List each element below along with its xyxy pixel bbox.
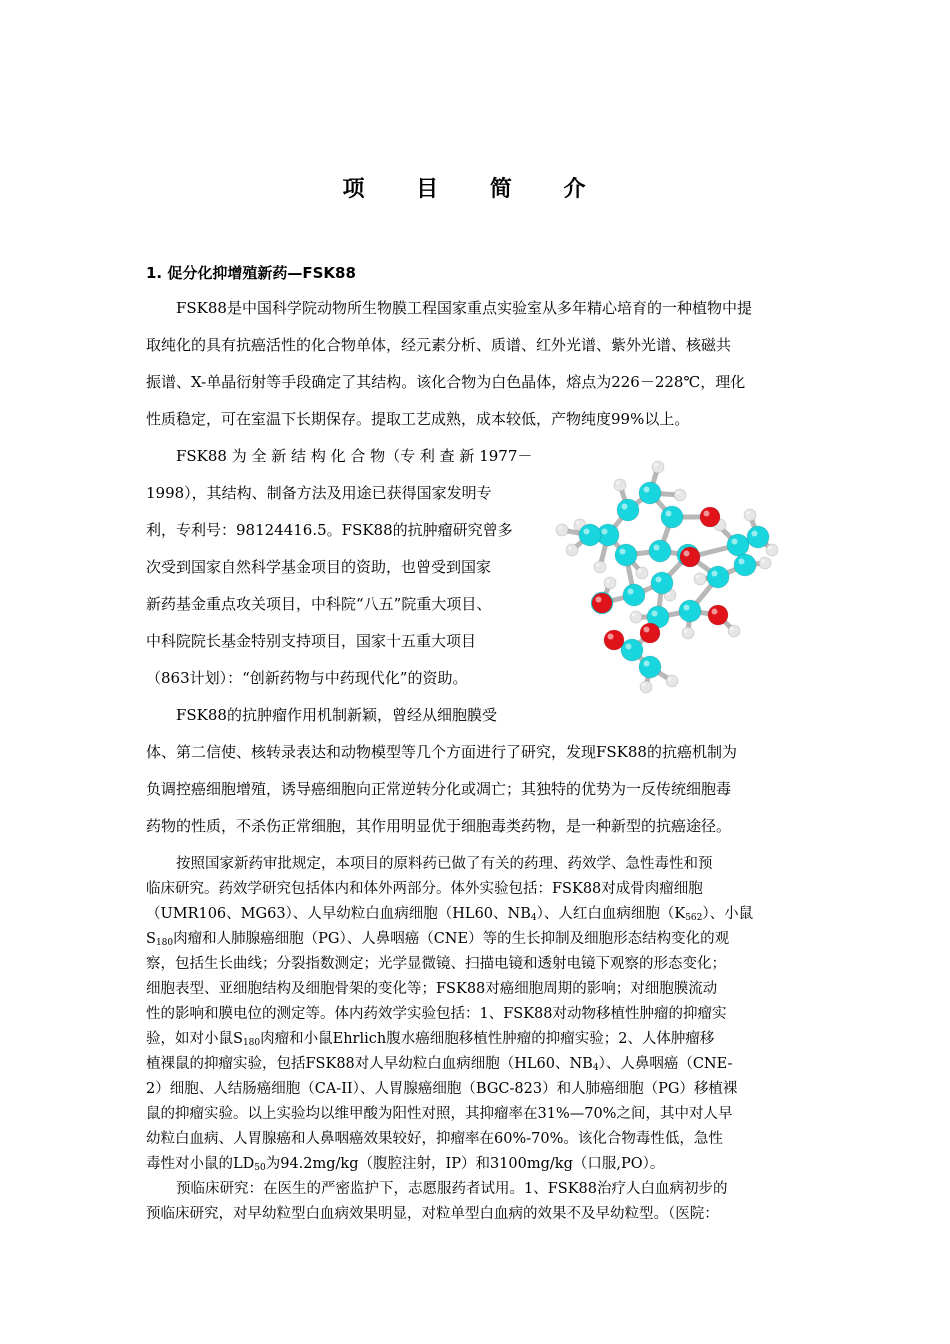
- atom-highlight: [712, 609, 718, 615]
- hydrogen-atom: [652, 461, 664, 473]
- atom-highlight: [668, 677, 672, 681]
- paragraph-line: 性质稳定，可在室温下长期保存。提取工艺成熟，成本较低，产物纯度99%以上。: [146, 410, 690, 428]
- atom-highlight: [704, 511, 710, 517]
- atom-highlight: [732, 539, 738, 545]
- hydrogen-atom: [728, 625, 740, 637]
- atom-highlight: [696, 575, 700, 579]
- carbon-atom: [651, 572, 673, 594]
- paragraph-line: 预临床研究，对早幼粒型白血病效果明显，对粒单型白血病的效果不及早幼粒型。（医院：: [146, 1206, 719, 1222]
- oxygen-atom: [592, 593, 612, 613]
- atom-highlight: [768, 546, 772, 550]
- paragraph-line: 负调控癌细胞增殖，诱导癌细胞向正常逆转分化或凋亡；其独特的优势为一反传统细胞毒: [146, 780, 732, 798]
- oxygen-atom: [700, 507, 720, 527]
- paragraph-line: 中科院院长基金特别支持项目，国家十五重大项目: [146, 632, 477, 650]
- carbon-atom: [621, 639, 643, 661]
- hydrogen-atom: [594, 561, 606, 573]
- carbon-atom: [679, 600, 701, 622]
- carbon-atom: [661, 506, 683, 528]
- atom-highlight: [712, 571, 718, 577]
- atom-highlight: [656, 577, 662, 583]
- atom-highlight: [616, 481, 620, 485]
- carbon-atom: [727, 534, 749, 556]
- atom-highlight: [746, 511, 750, 515]
- paragraph-line: 细胞表型、亚细胞结构及细胞骨架的变化等；FSK88对癌细胞周期的影响；对细胞膜流动: [146, 981, 718, 997]
- atom-highlight: [596, 563, 600, 567]
- paragraph-line: FSK88 为 全 新 结 构 化 合 物（专 利 查 新 1977－: [176, 447, 533, 465]
- hydrogen-atom: [766, 544, 778, 556]
- atom-highlight: [642, 683, 646, 687]
- hydrogen-atom: [630, 611, 642, 623]
- atom-highlight: [606, 579, 610, 583]
- atom-highlight: [558, 526, 562, 530]
- paragraph-line: 振谱、X-单晶衍射等手段确定了其结构。该化合物为白色晶体，熔点为226－228℃，理化: [146, 373, 746, 391]
- hydrogen-atom: [682, 627, 694, 639]
- paragraph-line: 预临床研究：在医生的严密监护下，志愿服药者试用。1、FSK88治疗人白血病初步的: [176, 1181, 728, 1197]
- atom-highlight: [608, 634, 614, 640]
- paragraph-line: 2）细胞、人结肠癌细胞（CA-II）、人胃腺癌细胞（BGC-823）和人肺癌细胞（PG）移植裸: [146, 1081, 738, 1097]
- hydrogen-atom: [556, 524, 568, 536]
- carbon-atom: [623, 584, 645, 606]
- atom-highlight: [666, 511, 672, 517]
- paragraph-line: FSK88的抗肿瘤作用机制新颖，曾经从细胞膜受: [176, 706, 497, 724]
- hydrogen-atom: [744, 509, 756, 521]
- paragraph-line: 性的影响和膜电位的测定等。体内药效学实验包括：1、FSK88对动物移植性肿瘤的抑瘤实: [146, 1006, 727, 1022]
- atom-highlight: [644, 627, 650, 633]
- paragraph-line: 临床研究。药效学研究包括体内和体外两部分。体外实验包括：FSK88对成骨肉瘤细胞: [146, 881, 703, 897]
- paragraph-line: （863计划）：“创新药物与中药现代化”的资助。: [146, 669, 468, 687]
- hydrogen-atom: [666, 675, 678, 687]
- carbon-atom: [639, 656, 661, 678]
- atom-highlight: [739, 559, 745, 565]
- hydrogen-atom: [694, 573, 706, 585]
- carbon-atom: [617, 499, 639, 521]
- atom-highlight: [654, 545, 660, 551]
- atom-highlight: [752, 531, 758, 537]
- atom-highlight: [638, 569, 642, 573]
- atom-highlight: [684, 605, 690, 611]
- paragraph-line: 验，如对小鼠$S_{180}$肉瘤和小鼠Ehrlich腹水癌细胞移植性肿瘤的抑瘤实验；2、人体肿瘤移: [146, 1031, 715, 1048]
- oxygen-atom: [708, 605, 728, 625]
- carbon-atom: [747, 526, 769, 548]
- paragraph-line: 察，包括生长曲线；分裂指数测定；光学显微镜、扫描电镜和透射电镜下观察的形态变化；: [146, 956, 726, 972]
- paragraph-line: 利，专利号：98124416.5。FSK88的抗肿瘤研究曾多: [146, 521, 513, 539]
- atom-highlight: [622, 504, 628, 510]
- atom-highlight: [576, 521, 580, 525]
- oxygen-atom: [680, 547, 700, 567]
- oxygen-atom: [604, 630, 624, 650]
- carbon-atom: [615, 544, 637, 566]
- atom-highlight: [730, 627, 734, 631]
- atom-highlight: [602, 529, 608, 535]
- paragraph-line: 取纯化的具有抗癌活性的化合物单体，经元素分析、质谱、红外光谱、紫外光谱、核磁共: [146, 336, 732, 354]
- atom-highlight: [632, 613, 636, 617]
- hydrogen-atom: [640, 681, 652, 693]
- carbon-atom: [707, 566, 729, 588]
- carbon-atom: [649, 540, 671, 562]
- hydrogen-atom: [674, 489, 686, 501]
- paragraph-line: 按照国家新药审批规定，本项目的原料药已做了有关的药理、药效学、急性毒性和预: [176, 856, 713, 872]
- atom-highlight: [644, 661, 650, 667]
- atom-highlight: [644, 487, 650, 493]
- carbon-atom: [579, 524, 601, 546]
- paragraph-line: （UMR106、MG63）、人早幼粒白血病细胞（HL60、$NB_4$）、人红白血病细胞$(K_{562})$、小鼠: [146, 906, 754, 923]
- paragraph-line: 植裸鼠的抑瘤实验，包括FSK88对人早幼粒白血病细胞（HL60、$NB_4$）、人鼻咽癌（CNE-: [146, 1056, 733, 1073]
- atom-highlight: [684, 629, 688, 633]
- paragraph-line: 幼粒白血病、人胃腺癌和人鼻咽癌效果较好，抑瘤率在60%-70%。该化合物毒性低，急性: [146, 1131, 723, 1147]
- atom-highlight: [626, 644, 632, 650]
- paragraph-line: 体、第二信使、核转录表达和动物模型等几个方面进行了研究，发现FSK88的抗癌机制为: [146, 743, 737, 761]
- oxygen-atom: [640, 623, 660, 643]
- paragraph-line: 毒性对小鼠的$LD_{50}$为94.2mg/kg（腹腔注射，IP）和3100mg/kg（口服,PO）。: [146, 1156, 665, 1173]
- atom-highlight: [596, 597, 602, 603]
- molecule-figure: [550, 455, 790, 695]
- atom-highlight: [684, 551, 690, 557]
- hydrogen-atom: [566, 544, 578, 556]
- hydrogen-atom: [614, 479, 626, 491]
- paragraph-line: 新药基金重点攻关项目，中科院“八五”院重大项目、: [146, 595, 492, 613]
- carbon-atom: [639, 482, 661, 504]
- atom-highlight: [761, 559, 765, 563]
- carbon-atom: [734, 554, 756, 576]
- paragraph-line: 次受到国家自然科学基金项目的资助，也曾受到国家: [146, 558, 492, 576]
- atom-highlight: [620, 549, 626, 555]
- paragraph-line: $S_{180}$肉瘤和人肺腺癌细胞（PG）、人鼻咽癌（CNE）等的生长抑制及细胞形态结构变化的观: [146, 931, 730, 948]
- hydrogen-atom: [759, 557, 771, 569]
- atom-highlight: [568, 546, 572, 550]
- paragraph-line: 鼠的抑瘤实验。以上实验均以维甲酸为阳性对照，其抑瘤率在31%—70%之间，其中对人早: [146, 1106, 733, 1122]
- paragraph-line: FSK88是中国科学院动物所生物膜工程国家重点实验室从多年精心培育的一种植物中提: [176, 299, 752, 317]
- atom-highlight: [654, 463, 658, 467]
- paragraph-line: 药物的性质，不杀伤正常细胞，其作用明显优于细胞毒类药物，是一种新型的抗癌途径。: [146, 817, 732, 835]
- hydrogen-atom: [604, 577, 616, 589]
- atom-highlight: [628, 589, 634, 595]
- page-title: 项 目 简 介: [342, 177, 608, 202]
- section-heading: 1. 促分化抑增殖新药—FSK88: [146, 264, 356, 282]
- atom-highlight: [584, 529, 590, 535]
- atom-highlight: [676, 491, 680, 495]
- paragraph-line: 1998），其结构、制备方法及用途已获得国家发明专: [146, 484, 492, 502]
- atom-highlight: [652, 611, 658, 617]
- hydrogen-atom: [636, 567, 648, 579]
